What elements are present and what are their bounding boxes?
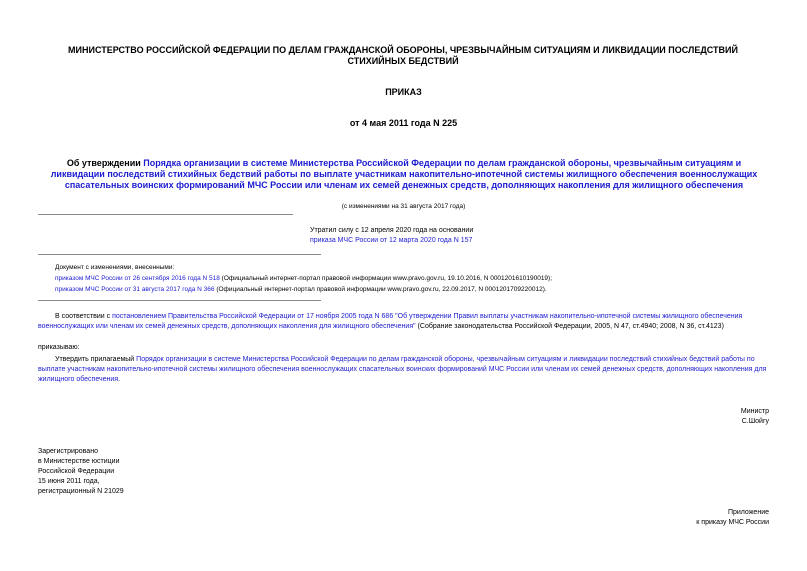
subject-link[interactable]: Порядка организации в системе Министерства Российской Федерации по делам гражданской обороны, чрезвычайным ситуациям и ликвидации последствий стихийных бедствий работы по выплате участникам накопительно-ипотечной системы жилищного обеспечения военнослужащих спасательных воинских формирований МЧС России или членам их семей денежных средств, дополняющих накопления для жилищного обеспечения	[50, 158, 758, 190]
order-word: приказываю:	[38, 344, 80, 351]
approve-link[interactable]: Порядок организации в системе Министерства Российской Федерации по делам гражданской обороны, чрезвычайным ситуациям и ликвидации последствий стихийных бедствий работы по выплате участникам накопительно-ипотечной системы жилищного обеспечения военнослужащих спасательных воинских формирований МЧС России или членам их семей денежных средств, дополняющих накопления для жилищного обеспечения	[38, 356, 767, 383]
amendments-block	[55, 262, 552, 295]
basis-paragraph	[38, 312, 768, 332]
signature-name: С.Шойгу	[741, 418, 769, 425]
appendix-block	[696, 508, 769, 528]
expired-notice	[310, 226, 473, 246]
basis-prefix: В соответствии с	[55, 313, 113, 320]
amendment-link[interactable]: приказом МЧС России от 26 сентября 2016 года N 518	[55, 275, 220, 282]
appendix-line: Приложение	[727, 509, 769, 516]
registration-line: 15 июня 2011 года,	[38, 478, 100, 485]
changes-note: (с изменениями на 31 августа 2017 года)	[341, 203, 466, 210]
ministry-heading: МИНИСТЕРСТВО РОССИЙСКОЙ ФЕДЕРАЦИИ ПО ДЕЛАМ ГРАЖДАНСКОЙ ОБОРОНЫ, ЧРЕЗВЫЧАЙНЫМ СИТУАЦИЯМ И ЛИКВИДАЦИИ ПОСЛЕДСТВИЙ СТИХИЙНЫХ БЕДСТВИЙ	[68, 45, 738, 66]
signature-title: Министр	[740, 408, 769, 415]
registration-line: регистрационный N 21029	[38, 488, 124, 495]
registration-block	[38, 447, 124, 497]
expired-link[interactable]: приказа МЧС России от 12 марта 2020 года N 157	[310, 236, 473, 244]
document-date-number: от 4 мая 2011 года N 225	[349, 118, 458, 128]
document-type: ПРИКАЗ	[385, 87, 422, 97]
divider	[38, 214, 293, 215]
amendment-source: (Официальный интернет-портал правовой информации www.pravo.gov.ru, 22.09.2017, N 0001201709220012).	[214, 286, 547, 293]
approve-paragraph	[38, 355, 768, 385]
amendment-item	[55, 284, 552, 295]
approve-suffix: .	[118, 376, 121, 383]
registration-line: Российской Федерации	[38, 468, 115, 475]
amendments-heading: Документ с изменениями, внесенными:	[55, 264, 175, 271]
registration-line: Зарегистрировано	[38, 448, 98, 455]
divider	[38, 254, 321, 255]
signature	[741, 407, 769, 427]
document-subject	[44, 158, 764, 191]
appendix-line: к приказу МЧС России	[696, 519, 769, 526]
approve-prefix: Утвердить прилагаемый	[55, 356, 137, 363]
divider	[38, 300, 321, 301]
basis-suffix: (Собрание законодательства Российской Федерации, 2005, N 47, ст.4940; 2008, N 36, ст.4123)	[415, 323, 724, 330]
subject-prefix: Об утверждении	[66, 158, 144, 168]
amendment-link[interactable]: приказом МЧС России от 31 августа 2017 года N 366	[55, 286, 215, 293]
basis-link[interactable]: постановлением Правительства Российской Федерации от 17 ноября 2005 года N 686 "Об утверждении Правил выплаты участникам накопительно-ипотечной системы жилищного обеспечения военнослужащих или членам их семей денежных средств, дополняющих накопления для жилищного обеспечения"	[38, 313, 743, 330]
expired-line: Утратил силу с 12 апреля 2020 года на основании	[310, 227, 474, 234]
amendment-source: (Официальный интернет-портал правовой информации www.pravo.gov.ru, 19.10.2016, N 0001201610190019);	[219, 275, 553, 282]
registration-line: в Министерстве юстиции	[38, 458, 120, 465]
amendment-item	[55, 273, 552, 284]
